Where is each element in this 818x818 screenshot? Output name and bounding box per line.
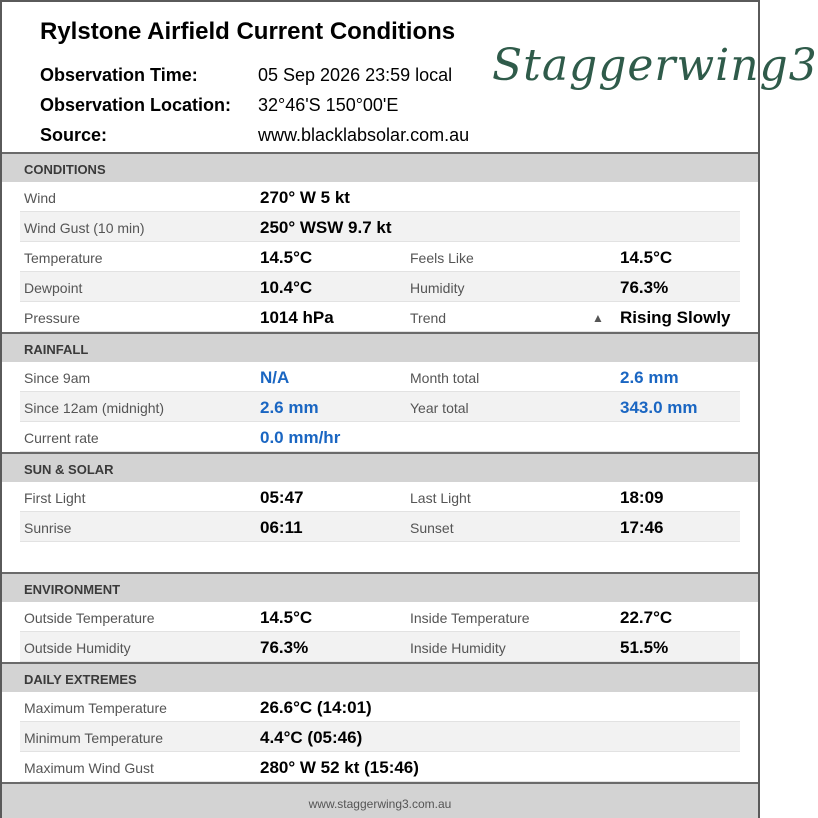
- temperature-label: Temperature: [24, 250, 103, 266]
- max-temperature-label: Maximum Temperature: [24, 700, 167, 716]
- table-row: [20, 242, 740, 272]
- triangle-up-icon: ▲: [592, 311, 604, 325]
- observation-location-value: 32°46'S 150°00'E: [258, 95, 399, 115]
- last-light-label: Last Light: [410, 490, 471, 506]
- table-row: [20, 362, 740, 392]
- month-total-label: Month total: [410, 370, 480, 386]
- outside-temperature-label: Outside Temperature: [24, 610, 155, 626]
- min-temperature-label: Minimum Temperature: [24, 730, 164, 746]
- table-row: [20, 632, 740, 662]
- table-row: [20, 482, 740, 512]
- section-heading: CONDITIONS: [24, 162, 106, 177]
- section-conditions: [2, 152, 758, 182]
- since-9am-value: N/A: [260, 368, 290, 387]
- page-header: [2, 2, 818, 152]
- section-rainfall: [2, 332, 758, 362]
- last-light-value: 18:09: [620, 488, 664, 507]
- pressure-label: Pressure: [24, 310, 81, 326]
- humidity-label: Humidity: [410, 280, 465, 296]
- humidity-value: 76.3%: [620, 278, 669, 297]
- table-row: [20, 512, 740, 542]
- trend-label: Trend: [410, 310, 447, 326]
- source-value: www.blacklabsolar.com.au: [258, 125, 470, 145]
- wind-value: 270° W 5 kt: [260, 188, 350, 207]
- sunrise-value: 06:11: [260, 518, 303, 537]
- dewpoint-label: Dewpoint: [24, 280, 83, 296]
- observation-location-label: Observation Location:: [40, 95, 232, 115]
- first-light-value: 05:47: [260, 488, 304, 507]
- month-total-value: 2.6 mm: [620, 368, 679, 387]
- section-environment: [2, 572, 758, 602]
- outside-temperature-value: 14.5°C: [260, 608, 313, 627]
- table-row: [20, 602, 740, 632]
- max-temperature-value: 26.6°C (14:01): [260, 698, 372, 717]
- feels-like-value: 14.5°C: [620, 248, 673, 267]
- since-midnight-value: 2.6 mm: [260, 398, 319, 417]
- sunset-value: 17:46: [620, 518, 664, 537]
- section-heading: DAILY EXTREMES: [24, 672, 137, 687]
- dewpoint-value: 10.4°C: [260, 278, 313, 297]
- min-temperature-value: 4.4°C (05:46): [260, 728, 363, 747]
- sunrise-label: Sunrise: [24, 520, 72, 536]
- year-total-label: Year total: [410, 400, 469, 416]
- section-heading: SUN & SOLAR: [24, 462, 114, 477]
- first-light-label: First Light: [24, 490, 86, 506]
- trend-value: Rising Slowly: [620, 308, 731, 327]
- table-row: [20, 272, 740, 302]
- feels-like-label: Feels Like: [410, 250, 474, 266]
- table-row: [20, 182, 740, 212]
- page-title: Rylstone Airfield Current Conditions: [40, 18, 456, 45]
- footer-link[interactable]: www.staggerwing3.com.au: [308, 797, 452, 811]
- table-row: [20, 212, 740, 242]
- max-wind-gust-label: Maximum Wind Gust: [24, 760, 154, 776]
- wind-label: Wind: [24, 190, 56, 206]
- since-midnight-label: Since 12am (midnight): [24, 400, 165, 416]
- table-row: [20, 422, 740, 452]
- section-daily-extremes: [2, 662, 758, 692]
- temperature-value: 14.5°C: [260, 248, 313, 267]
- section-heading: ENVIRONMENT: [24, 582, 121, 597]
- staggerwing-logo: Staggerwing3: [492, 40, 818, 91]
- observation-time-value: 05 Sep 2026 23:59 local: [258, 65, 453, 85]
- outside-humidity-value: 76.3%: [260, 638, 309, 657]
- inside-humidity-value: 51.5%: [620, 638, 669, 657]
- table-row: [20, 752, 740, 782]
- inside-temperature-value: 22.7°C: [620, 608, 673, 627]
- source-label: Source:: [40, 125, 108, 145]
- current-rate-value: 0.0 mm/hr: [260, 428, 341, 447]
- year-total-value: 343.0 mm: [620, 398, 698, 417]
- outside-humidity-label: Outside Humidity: [24, 640, 131, 656]
- section-sun-solar: [2, 452, 758, 482]
- table-row: [20, 692, 740, 722]
- section-heading: RAINFALL: [24, 342, 89, 357]
- wind-gust-value: 250° WSW 9.7 kt: [260, 218, 392, 237]
- table-row: [20, 722, 740, 752]
- max-wind-gust-value: 280° W 52 kt (15:46): [260, 758, 419, 777]
- table-row: [20, 392, 740, 422]
- observation-time-label: Observation Time:: [40, 65, 198, 85]
- wind-gust-label: Wind Gust (10 min): [24, 220, 145, 236]
- page-footer: [2, 782, 758, 818]
- since-9am-label: Since 9am: [24, 370, 91, 386]
- inside-humidity-label: Inside Humidity: [410, 640, 506, 656]
- sunset-label: Sunset: [410, 520, 454, 536]
- inside-temperature-label: Inside Temperature: [410, 610, 530, 626]
- pressure-value: 1014 hPa: [260, 308, 334, 327]
- table-row: [20, 302, 740, 332]
- current-rate-label: Current rate: [24, 430, 99, 446]
